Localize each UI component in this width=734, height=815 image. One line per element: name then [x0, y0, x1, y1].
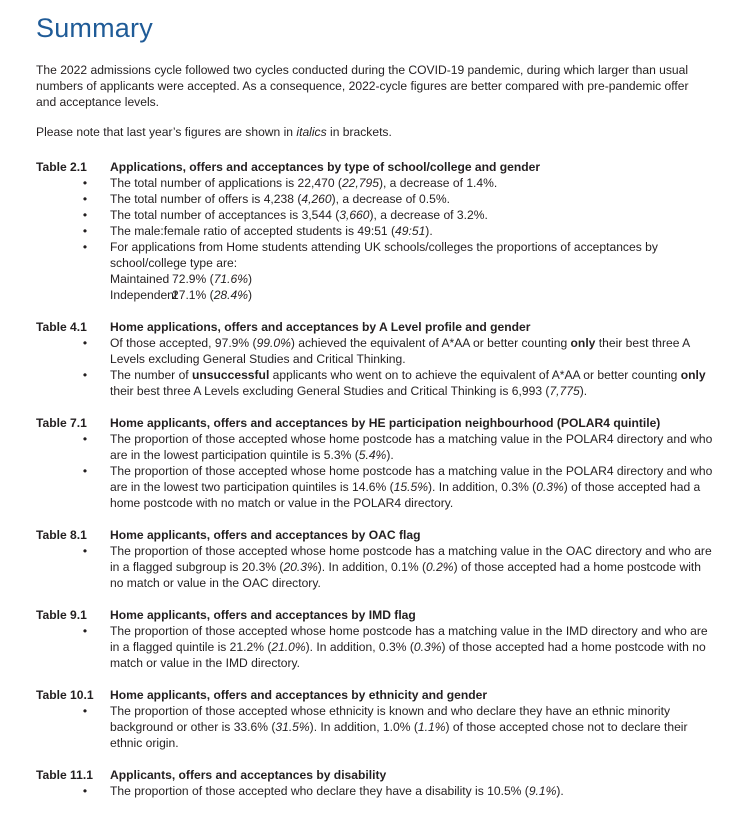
bullet-text: ) achieved the equivalent of A*AA or better counting	[290, 336, 571, 350]
note-text-post: in brackets.	[326, 125, 392, 139]
previous-year-value: 0.3%	[536, 480, 564, 494]
intro-paragraph: The 2022 admissions cycle followed two cycles conducted during the COVID-19 pandemic, during which larger than usual numbers of applicants were accepted. As a consequence, 2022-cycle figures are better compared with pre-pandemic offer and acceptance levels.	[36, 63, 689, 109]
school-type-label: Maintained	[110, 272, 170, 286]
table-heading: Applicants, offers and acceptances by disability	[110, 768, 387, 782]
bullet-text: ) of those accepted had a home postcode with no match or value in the POLAR4 directory.	[110, 480, 701, 510]
previous-year-value: 22,795	[341, 176, 379, 190]
bullet-text: Of those accepted, 97.9% (	[110, 336, 257, 350]
bullet-text: The proportion of those accepted whose home postcode has a matching value in the POLAR4 directory and who are in the lowest participation quintile is 5.3% (	[110, 432, 713, 462]
bullet-item	[82, 783, 716, 799]
bullet-text: their best three A Levels excluding General Studies and Critical Thinking is 6,993 (	[110, 384, 550, 398]
bullet-text: ), a decrease of 1.4%.	[378, 176, 498, 190]
bullet-list	[36, 543, 716, 591]
school-type-value	[172, 287, 252, 303]
table-heading: Home applicants, offers and acceptances by ethnicity and gender	[110, 688, 488, 702]
bullet-text: ). In addition, 1.0% (	[309, 720, 418, 734]
previous-year-value: 99.0%	[256, 336, 291, 350]
previous-year-value: 20.3%	[283, 560, 318, 574]
bullet-list	[36, 175, 716, 303]
bullet-icon: •	[82, 464, 88, 478]
bullet-text: ), a decrease of 0.5%.	[331, 192, 450, 206]
previous-year-value: 1.1%	[417, 720, 446, 734]
bullet-item	[82, 623, 716, 671]
table-label: Table 2.1	[36, 160, 87, 174]
table-section	[36, 319, 716, 399]
bullet-icon: •	[82, 624, 88, 638]
bullet-icon: •	[82, 176, 88, 190]
bullet-text: ).	[386, 448, 394, 462]
bullet-text: The male:female ratio of accepted students is 49:51 (	[110, 224, 396, 238]
table-heading: Home applicants, offers and acceptances by OAC flag	[110, 528, 421, 542]
school-type-label: Independent	[110, 288, 178, 302]
bullet-icon: •	[82, 704, 88, 718]
table-section	[36, 607, 716, 671]
table-label: Table 7.1	[36, 416, 87, 430]
value-previous-year: 28.4%	[213, 288, 248, 302]
bullet-text: ), a decrease of 3.2%.	[369, 208, 488, 222]
bullet-item	[82, 175, 716, 191]
bullet-text: ).	[425, 224, 433, 238]
value-text: 72.9% (	[172, 272, 214, 286]
school-type-value	[172, 271, 252, 287]
table-section	[36, 767, 716, 799]
bullet-text: For applications from Home students attending UK schools/colleges the proportions of acceptances by school/college type are:	[110, 240, 658, 270]
bullet-icon: •	[82, 368, 88, 382]
summary-sections	[36, 159, 716, 799]
emphasis-text: only	[680, 368, 706, 382]
bullet-text: The proportion of those accepted who declare they have a disability is 10.5% (	[110, 784, 529, 798]
table-heading: Applications, offers and acceptances by type of school/college and gender	[110, 160, 541, 174]
bullet-item	[82, 367, 716, 399]
bullet-text: ) of those accepted had a home postcode with no match or value in the OAC directory.	[110, 560, 701, 590]
table-section	[36, 159, 716, 303]
table-label: Table 8.1	[36, 528, 87, 542]
school-type-row	[110, 287, 716, 303]
table-label: Table 11.1	[36, 768, 93, 782]
note-text-pre: Please note that last year’s figures are shown in	[36, 125, 297, 139]
previous-year-value: 4,260	[301, 192, 332, 206]
bullet-text: The total number of offers is 4,238 (	[110, 192, 302, 206]
page-title: Summary	[36, 13, 153, 43]
value-text: 27.1% (	[172, 288, 214, 302]
document-page	[36, 10, 716, 815]
table-heading: Home applications, offers and acceptances by A Level profile and gender	[110, 320, 531, 334]
bullet-text: The total number of acceptances is 3,544 (	[110, 208, 340, 222]
bullet-text: ). In addition, 0.3% (	[427, 480, 537, 494]
table-label: Table 10.1	[36, 688, 94, 702]
bullet-text: their best three A Levels excluding General Studies and Critical Thinking.	[110, 336, 690, 366]
bullet-item	[82, 223, 716, 239]
bullet-text: applicants who went on to achieve the equivalent of A*AA or better counting	[269, 368, 681, 382]
bullet-text: The total number of applications is 22,470 (	[110, 176, 342, 190]
school-type-row	[110, 271, 716, 287]
bullet-icon: •	[82, 784, 88, 798]
table-label: Table 9.1	[36, 608, 87, 622]
previous-year-value: 49:51	[395, 224, 426, 238]
table-section	[36, 527, 716, 591]
bullet-text: The proportion of those accepted whose ethnicity is known and who declare they have an ethnic minority background or other is 33.6% (	[110, 704, 670, 734]
table-heading: Home applicants, offers and acceptances by IMD flag	[110, 608, 416, 622]
emphasis-text: only	[570, 336, 596, 350]
value-text: )	[247, 272, 253, 286]
table-section	[36, 415, 716, 511]
bullet-text: ) of those accepted had a home postcode with no match or value in the IMD directory.	[110, 640, 706, 670]
previous-year-value: 7,775	[549, 384, 580, 398]
table-section	[36, 687, 716, 751]
previous-year-value: 31.5%	[275, 720, 310, 734]
bullet-item	[82, 543, 716, 591]
bullet-list	[36, 431, 716, 511]
bullet-text: The proportion of those accepted whose home postcode has a matching value in the IMD directory and who are in a flagged quintile is 21.2% (	[110, 624, 708, 654]
bullet-item	[82, 207, 716, 223]
bullet-list	[36, 703, 716, 751]
bullet-icon: •	[82, 336, 88, 350]
previous-year-value: 15.5%	[393, 480, 428, 494]
bullet-icon: •	[82, 192, 88, 206]
bullet-list	[36, 623, 716, 671]
bullet-item	[82, 335, 716, 367]
value-text: )	[247, 288, 253, 302]
bullet-text: ).	[556, 784, 564, 798]
bullet-text: ).	[579, 384, 588, 398]
bullet-text: The number of	[110, 368, 193, 382]
previous-year-value: 21.0%	[271, 640, 306, 654]
bullet-icon: •	[82, 208, 88, 222]
bullet-item	[82, 191, 716, 207]
table-heading: Home applicants, offers and acceptances by HE participation neighbourhood (POLAR4 quintile)	[110, 416, 661, 430]
value-previous-year: 71.6%	[213, 272, 248, 286]
emphasis-text: unsuccessful	[192, 368, 270, 382]
bullet-icon: •	[82, 224, 88, 238]
bullet-list	[36, 783, 716, 799]
bullet-item	[82, 239, 716, 303]
previous-year-value: 0.3%	[413, 640, 442, 654]
bullet-icon: •	[82, 432, 88, 446]
bullet-item	[82, 463, 716, 511]
bullet-text: ) of those accepted chose not to declare their ethnic origin.	[110, 720, 688, 750]
bullet-text: ). In addition, 0.1% (	[317, 560, 426, 574]
bullet-icon: •	[82, 240, 88, 254]
previous-year-value: 0.2%	[426, 560, 454, 574]
note-text-italic: italics	[296, 125, 327, 139]
bullet-item	[82, 431, 716, 463]
bullet-item	[82, 703, 716, 751]
bullet-text: The proportion of those accepted whose home postcode has a matching value in the POLAR4 directory and who are in the lowest two participation quintiles is 14.6% (	[110, 464, 713, 494]
bullet-text: The proportion of those accepted whose home postcode has a matching value in the OAC directory and who are in a flagged subgroup is 20.3% (	[110, 544, 712, 574]
previous-year-value: 3,660	[339, 208, 370, 222]
bullet-text: ). In addition, 0.3% (	[305, 640, 414, 654]
bullet-icon: •	[82, 544, 88, 558]
previous-year-value: 9.1%	[528, 784, 557, 798]
table-label: Table 4.1	[36, 320, 87, 334]
bullet-list	[36, 335, 716, 399]
note-paragraph	[36, 124, 716, 140]
previous-year-value: 5.4%	[358, 448, 387, 462]
